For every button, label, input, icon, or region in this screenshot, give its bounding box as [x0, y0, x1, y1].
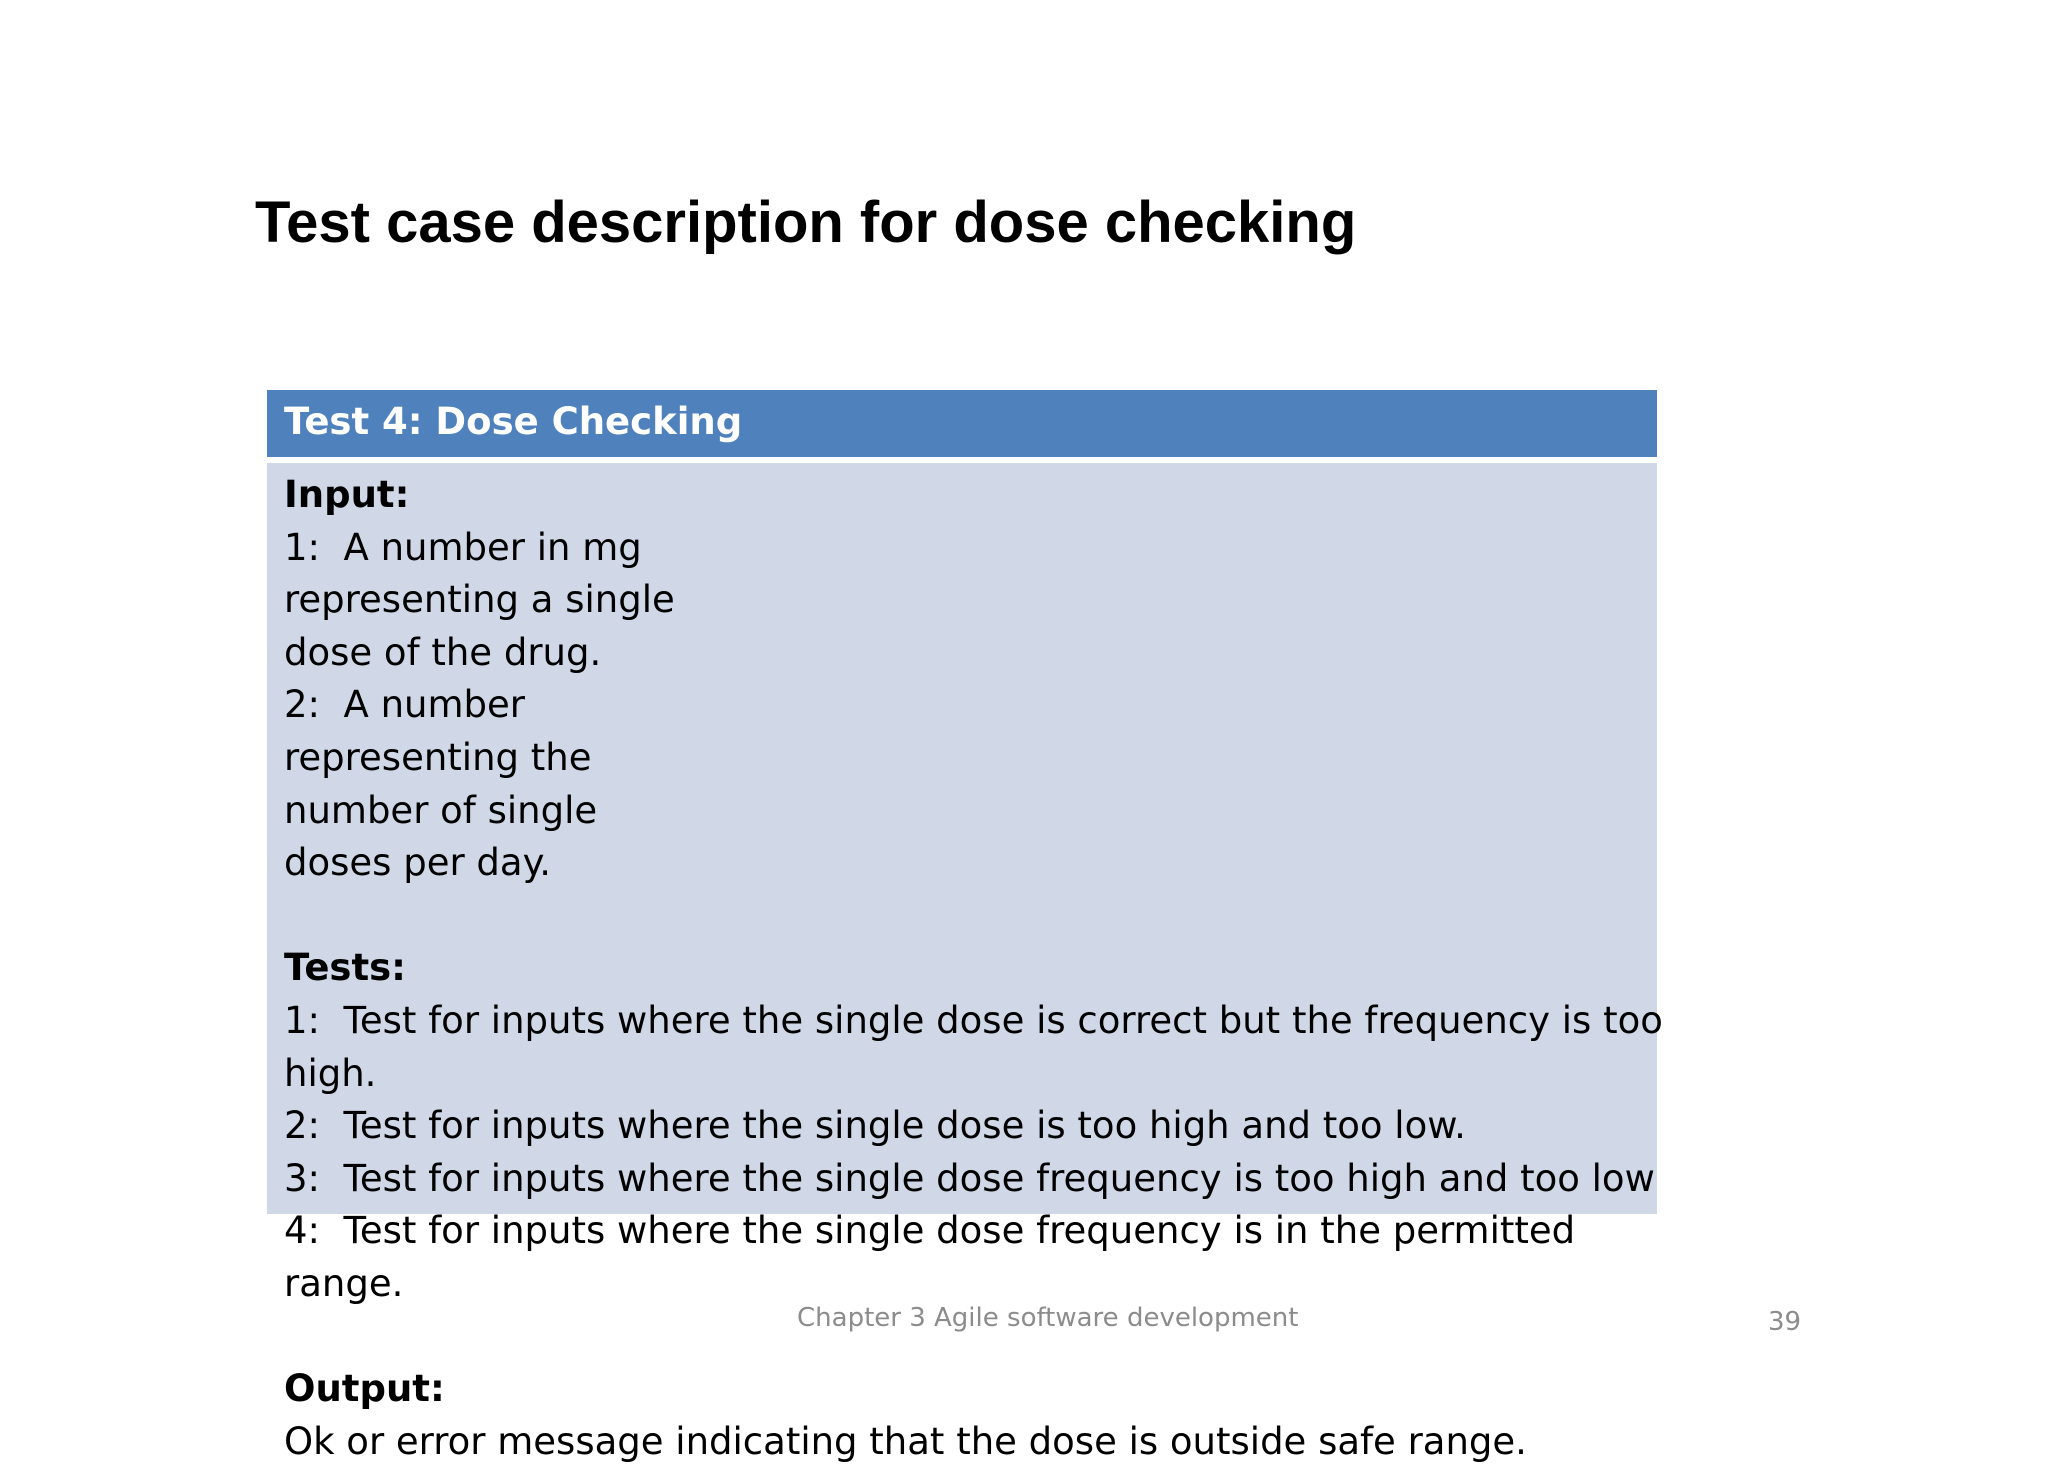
- test-line: high.: [284, 1051, 377, 1095]
- footer-chapter: Chapter 3 Agile software development: [797, 1303, 1299, 1333]
- test-line: 2: Test for inputs where the single dose is too high and too low.: [284, 1104, 1466, 1148]
- slide-title: Test case description for dose checking: [255, 190, 1357, 255]
- tests-heading: Tests:: [284, 946, 406, 990]
- test-line: 1: Test for inputs where the single dose is correct but the frequency is too: [284, 998, 1663, 1042]
- input-line: 1: A number in mg: [284, 525, 642, 569]
- input-line: 2: A number: [284, 683, 526, 727]
- page-number: 39: [1768, 1307, 1802, 1337]
- input-line: dose of the drug.: [284, 630, 602, 674]
- output-line: Ok or error message indicating that the dose is outside safe range.: [284, 1419, 1527, 1463]
- input-line: doses per day.: [284, 841, 551, 885]
- output-heading: Output:: [284, 1367, 445, 1411]
- test-line: range.: [284, 1261, 404, 1305]
- input-line: number of single: [284, 788, 598, 832]
- input-heading: Input:: [284, 473, 410, 516]
- test-line: 3: Test for inputs where the single dose frequency is too high and too low: [284, 1156, 1655, 1200]
- table-header-label: Test 4: Dose Checking: [284, 400, 743, 443]
- input-line: representing the: [284, 735, 592, 779]
- spacer: [284, 890, 1634, 943]
- input-line: representing a single: [284, 578, 675, 622]
- test-line: 4: Test for inputs where the single dose frequency is in the permitted: [284, 1209, 1576, 1253]
